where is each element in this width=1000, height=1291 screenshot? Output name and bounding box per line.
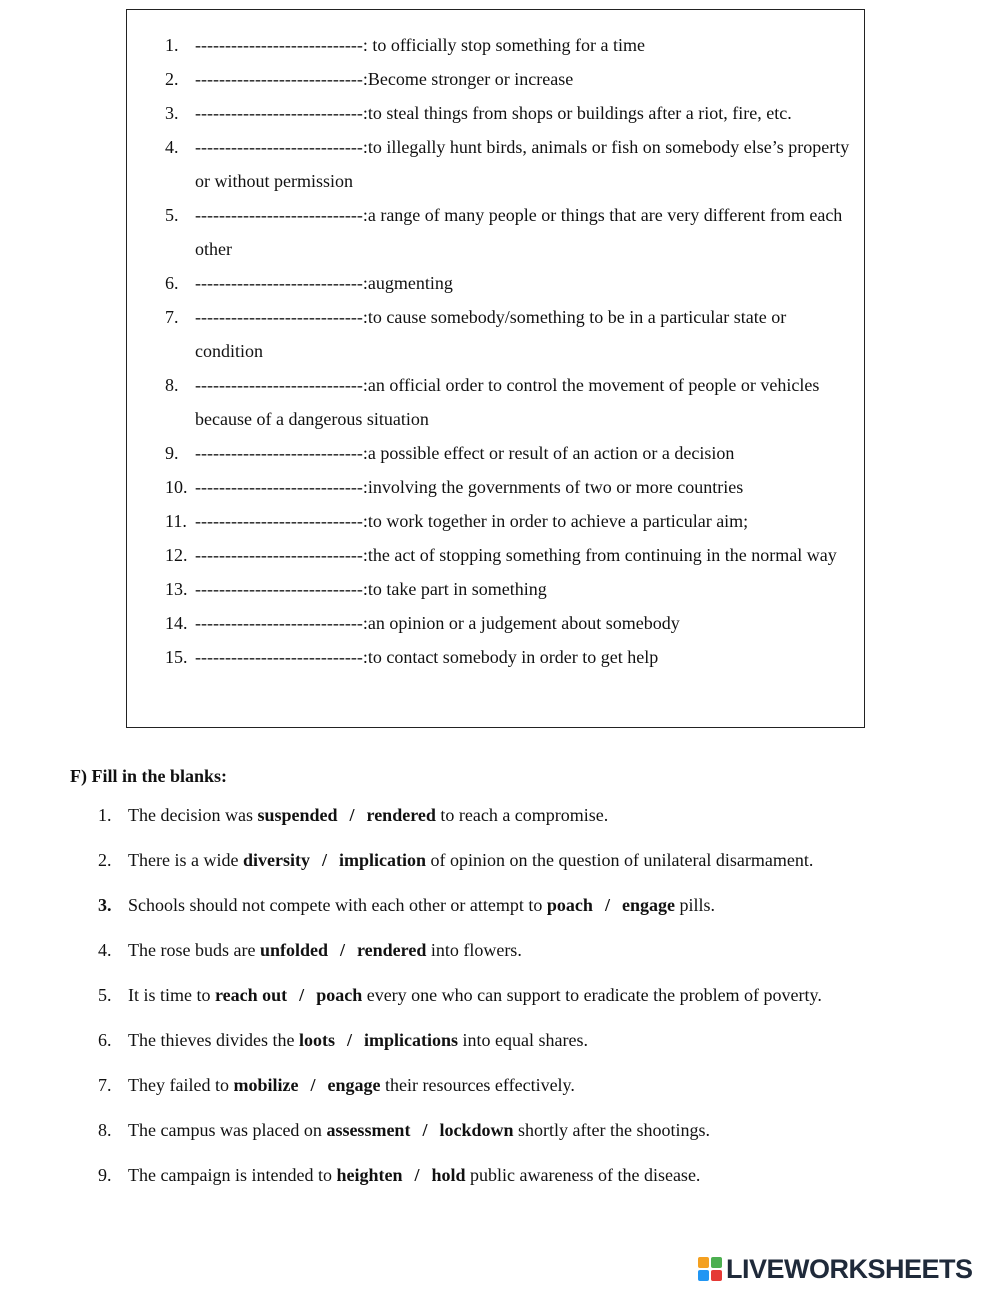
sentence-start: It is time to: [128, 985, 215, 1005]
fill-in-blanks-list: [98, 800, 978, 1205]
option-one[interactable]: loots: [298, 1030, 335, 1050]
definition-item: [127, 130, 864, 198]
sentence-start: The thieves divides the: [128, 1030, 299, 1050]
sentence-start: The campus was placed on: [128, 1120, 327, 1140]
option-two[interactable]: hold: [431, 1165, 466, 1185]
definition-number: 7.: [165, 307, 179, 327]
definition-text: ----------------------------:involving the governments of two or more countries: [195, 477, 744, 497]
fill-number: 2.: [98, 850, 112, 870]
fill-sentence: [128, 845, 813, 875]
fill-item: [98, 890, 978, 935]
definition-text: ----------------------------:augmenting: [195, 273, 453, 293]
definition-text: ----------------------------:the act of stopping something from continuing in the normal way: [195, 545, 837, 565]
fill-number: 1.: [98, 805, 112, 825]
sentence-end: into equal shares.: [458, 1030, 588, 1050]
sentence-end: pills.: [674, 895, 715, 915]
definition-number: 14.: [165, 613, 188, 633]
definition-item: [127, 470, 864, 504]
sentence-end: of opinion on the question of unilateral disarmament.: [425, 850, 814, 870]
option-one[interactable]: reach out: [215, 985, 288, 1005]
option-two[interactable]: poach: [316, 985, 363, 1005]
fill-item: [98, 935, 978, 980]
definition-number: 1.: [165, 35, 179, 55]
fill-sentence: [128, 980, 822, 1010]
sentence-start: Schools should not compete with each other or attempt to: [128, 895, 547, 915]
sentence-end: every one who can support to eradicate the problem of poverty.: [362, 985, 822, 1005]
sentence-start: The decision was: [128, 805, 258, 825]
fill-sentence: [128, 1025, 588, 1055]
fill-number: 9.: [98, 1165, 112, 1185]
definition-number: 4.: [165, 137, 179, 157]
definition-text: ----------------------------:to work together in order to achieve a particular aim;: [195, 511, 749, 531]
option-separator: /: [349, 805, 355, 825]
fill-number: 7.: [98, 1075, 112, 1095]
definition-text: ----------------------------:Become stronger or increase: [195, 69, 574, 89]
definitions-list: [127, 28, 864, 674]
definition-number: 15.: [165, 647, 188, 667]
option-two[interactable]: implications: [363, 1030, 458, 1050]
definition-number: 9.: [165, 443, 179, 463]
liveworksheets-logo: [698, 1254, 973, 1284]
definition-item: [127, 572, 864, 606]
definition-item: [127, 266, 864, 300]
fill-sentence: [128, 1115, 710, 1145]
sentence-end: shortly after the shootings.: [513, 1120, 710, 1140]
option-one[interactable]: suspended: [257, 805, 338, 825]
logo-icon: [698, 1257, 722, 1281]
fill-number: 5.: [98, 985, 112, 1005]
fill-item: [98, 980, 978, 1025]
definition-item: [127, 300, 864, 368]
option-separator: /: [339, 940, 345, 960]
logo-square: [698, 1257, 709, 1268]
definition-text: ----------------------------:to illegally hunt birds, animals or fish on somebody else’s property or without permission: [195, 137, 850, 191]
logo-text: LIVEWORKSHEETS: [726, 1253, 973, 1284]
logo-square: [698, 1270, 709, 1281]
definition-text: ----------------------------:to steal things from shops or buildings after a riot, fire, etc.: [195, 103, 792, 123]
option-separator: /: [299, 985, 305, 1005]
fill-sentence: [128, 935, 522, 965]
option-separator: /: [604, 895, 610, 915]
fill-number: 6.: [98, 1030, 112, 1050]
fill-sentence: [128, 800, 608, 830]
definition-text: ----------------------------:a range of many people or things that are very different from each other: [195, 205, 843, 259]
definition-number: 11.: [165, 511, 187, 531]
definition-item: [127, 504, 864, 538]
sentence-start: The campaign is intended to: [128, 1165, 337, 1185]
sentence-start: They failed to: [128, 1075, 234, 1095]
definition-text: ----------------------------:a possible effect or result of an action or a decision: [195, 443, 735, 463]
fill-number: 8.: [98, 1120, 112, 1140]
fill-item: [98, 1115, 978, 1160]
definition-text: ----------------------------:an official order to control the movement of people or vehicles because of a dangerous situation: [195, 375, 820, 429]
definition-number: 6.: [165, 273, 179, 293]
definition-item: [127, 96, 864, 130]
definition-text: ----------------------------:to take part in something: [195, 579, 547, 599]
logo-square: [711, 1257, 722, 1268]
option-one[interactable]: assessment: [326, 1120, 411, 1140]
option-one[interactable]: unfolded: [259, 940, 328, 960]
definition-text: ----------------------------:to contact somebody in order to get help: [195, 647, 659, 667]
fill-sentence: [128, 890, 715, 920]
fill-item: [98, 1025, 978, 1070]
definition-item: [127, 28, 864, 62]
option-separator: /: [346, 1030, 352, 1050]
option-one[interactable]: poach: [546, 895, 593, 915]
option-one[interactable]: mobilize: [233, 1075, 299, 1095]
definition-item: [127, 538, 864, 572]
option-separator: /: [321, 850, 327, 870]
definition-number: 13.: [165, 579, 188, 599]
sentence-end: into flowers.: [426, 940, 522, 960]
definition-item: [127, 640, 864, 674]
option-two[interactable]: rendered: [366, 805, 436, 825]
fill-item: [98, 845, 978, 890]
definition-number: 5.: [165, 205, 179, 225]
option-one[interactable]: heighten: [336, 1165, 403, 1185]
definition-item: [127, 606, 864, 640]
definition-text: ----------------------------:an opinion or a judgement about somebody: [195, 613, 680, 633]
definition-text: ----------------------------: to officially stop something for a time: [195, 35, 645, 55]
definition-number: 10.: [165, 477, 188, 497]
definition-number: 3.: [165, 103, 179, 123]
sentence-start: There is a wide: [128, 850, 243, 870]
option-two[interactable]: lockdown: [439, 1120, 514, 1140]
section-f-title: F) Fill in the blanks:: [70, 766, 228, 786]
definition-item: [127, 368, 864, 436]
fill-number: 4.: [98, 940, 112, 960]
option-two[interactable]: engage: [327, 1075, 381, 1095]
sentence-end: their resources effectively.: [380, 1075, 575, 1095]
option-one[interactable]: diversity: [242, 850, 310, 870]
definition-number: 12.: [165, 545, 188, 565]
fill-number: 3.: [98, 895, 112, 915]
sentence-start: The rose buds are: [128, 940, 260, 960]
definition-number: 8.: [165, 375, 179, 395]
sentence-end: to reach a compromise.: [435, 805, 609, 825]
fill-item: [98, 800, 978, 845]
option-separator: /: [422, 1120, 428, 1140]
option-two[interactable]: rendered: [357, 940, 427, 960]
logo-square: [711, 1270, 722, 1281]
definition-text: ----------------------------:to cause somebody/something to be in a particular state or condition: [195, 307, 787, 361]
fill-item: [98, 1160, 978, 1205]
option-two[interactable]: engage: [621, 895, 675, 915]
definition-item: [127, 436, 864, 470]
definition-item: [127, 62, 864, 96]
fill-item: [98, 1070, 978, 1115]
fill-sentence: [128, 1070, 575, 1100]
option-two[interactable]: implication: [338, 850, 426, 870]
sentence-end: public awareness of the disease.: [465, 1165, 701, 1185]
definition-number: 2.: [165, 69, 179, 89]
definitions-box: [126, 9, 865, 728]
fill-sentence: [128, 1160, 700, 1190]
definition-item: [127, 198, 864, 266]
option-separator: /: [414, 1165, 420, 1185]
option-separator: /: [310, 1075, 316, 1095]
